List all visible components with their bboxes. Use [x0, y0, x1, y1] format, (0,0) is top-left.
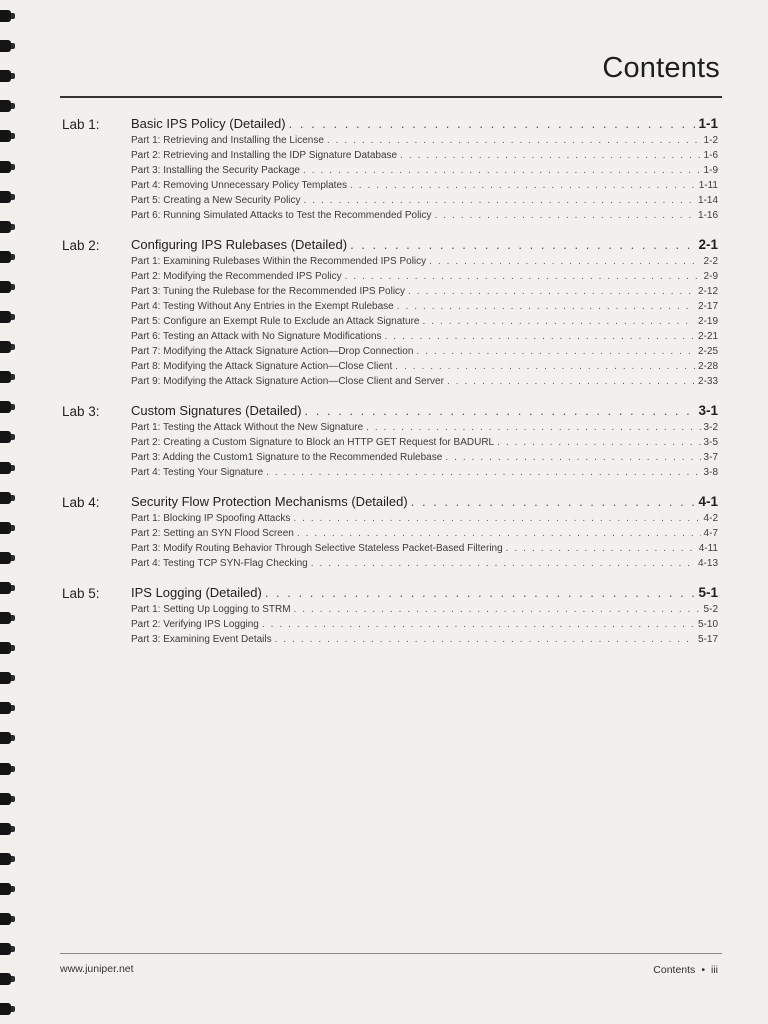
lab-section — [62, 403, 718, 482]
part-entry[interactable] — [131, 604, 718, 619]
dot-leader — [345, 271, 701, 282]
lab-title-entry[interactable] — [131, 403, 718, 422]
part-entry[interactable] — [131, 467, 718, 482]
lab-number: Lab 1: — [62, 117, 100, 132]
binding-hole — [0, 70, 11, 82]
table-of-contents — [62, 116, 718, 661]
dot-leader — [416, 346, 695, 357]
part-title: Part 4: Testing TCP SYN-Flag Checking — [131, 558, 308, 569]
dot-leader — [294, 604, 701, 615]
binding-hole — [0, 793, 11, 805]
part-entry[interactable] — [131, 180, 718, 195]
part-entry[interactable] — [131, 437, 718, 452]
part-entry[interactable] — [131, 346, 718, 361]
footer-separator: • — [701, 964, 705, 976]
dot-leader — [262, 619, 695, 630]
binding-hole — [0, 823, 11, 835]
dot-leader — [411, 494, 696, 509]
part-page-number: 2-33 — [697, 376, 718, 387]
part-title: Part 4: Removing Unnecessary Policy Templates — [131, 180, 348, 191]
part-entry[interactable] — [131, 271, 718, 286]
binding-hole — [0, 371, 11, 383]
part-entry[interactable] — [131, 195, 718, 210]
dot-leader — [327, 135, 701, 146]
binding-hole — [0, 1003, 11, 1015]
binding-hole — [0, 672, 11, 684]
dot-leader — [350, 237, 695, 252]
lab-entries — [131, 585, 718, 649]
lab-entries — [131, 116, 718, 225]
lab-number: Lab 5: — [62, 586, 100, 601]
part-entry[interactable] — [131, 331, 718, 346]
part-title: Part 5: Creating a New Security Policy — [131, 195, 301, 206]
dot-leader — [289, 116, 696, 131]
part-entry[interactable] — [131, 543, 718, 558]
part-page-number: 2-28 — [697, 361, 718, 372]
lab-title: Configuring IPS Rulebases (Detailed) — [131, 237, 348, 252]
dot-leader — [400, 150, 700, 161]
part-entry[interactable] — [131, 286, 718, 301]
dot-leader — [429, 256, 700, 267]
binding-hole — [0, 853, 11, 865]
part-page-number: 4-2 — [703, 513, 718, 524]
lab-section — [62, 237, 718, 391]
part-entry[interactable] — [131, 634, 718, 649]
binding-hole — [0, 100, 11, 112]
part-title: Part 2: Setting an SYN Flood Screen — [131, 528, 294, 539]
binding-hole — [0, 401, 11, 413]
part-title: Part 5: Configure an Exempt Rule to Exclude an Attack Signature — [131, 316, 420, 327]
lab-entries — [131, 494, 718, 573]
dot-leader — [385, 331, 695, 342]
binding-hole — [0, 10, 11, 22]
dot-leader — [445, 452, 700, 463]
dot-leader — [266, 467, 700, 478]
part-entry[interactable] — [131, 528, 718, 543]
footer-page-label — [653, 964, 718, 976]
part-title: Part 2: Retrieving and Installing the IDP Signature Database — [131, 150, 398, 161]
part-page-number: 1-14 — [697, 195, 718, 206]
binding-hole — [0, 943, 11, 955]
part-title: Part 3: Modify Routing Behavior Through Selective Stateless Packet-Based Filtering — [131, 543, 503, 554]
part-entry[interactable] — [131, 619, 718, 634]
binding-hole — [0, 492, 11, 504]
dot-leader — [303, 165, 701, 176]
lab-entries — [131, 403, 718, 482]
lab-page-number: 5-1 — [698, 585, 718, 600]
lab-title-entry[interactable] — [131, 585, 718, 604]
binding-hole — [0, 281, 11, 293]
binding-hole — [0, 251, 11, 263]
part-title: Part 1: Setting Up Logging to STRM — [131, 604, 291, 615]
part-title: Part 3: Adding the Custom1 Signature to the Recommended Rulebase — [131, 452, 443, 463]
part-page-number: 4-13 — [697, 558, 718, 569]
part-entry[interactable] — [131, 316, 718, 331]
binding-hole — [0, 191, 11, 203]
binding-hole — [0, 311, 11, 323]
binding-hole — [0, 763, 11, 775]
binding-hole — [0, 462, 11, 474]
part-page-number: 5-17 — [697, 634, 718, 645]
binding-hole — [0, 341, 11, 353]
part-entry[interactable] — [131, 376, 718, 391]
lab-page-number: 4-1 — [698, 494, 718, 509]
part-page-number: 2-9 — [703, 271, 718, 282]
part-title: Part 6: Testing an Attack with No Signature Modifications — [131, 331, 382, 342]
part-page-number: 5-2 — [703, 604, 718, 615]
binding-hole — [0, 883, 11, 895]
dot-leader — [423, 316, 695, 327]
part-title: Part 7: Modifying the Attack Signature Action—Drop Connection — [131, 346, 414, 357]
dot-leader — [435, 210, 695, 221]
part-page-number: 1-6 — [703, 150, 718, 161]
part-page-number: 1-2 — [703, 135, 718, 146]
part-page-number: 2-12 — [697, 286, 718, 297]
part-title: Part 8: Modifying the Attack Signature Action—Close Client — [131, 361, 393, 372]
dot-leader — [408, 286, 695, 297]
part-title: Part 1: Retrieving and Installing the License — [131, 135, 324, 146]
part-entry[interactable] — [131, 301, 718, 316]
part-page-number: 4-7 — [703, 528, 718, 539]
dot-leader — [447, 376, 695, 387]
part-entry[interactable] — [131, 210, 718, 225]
binding-hole — [0, 221, 11, 233]
part-title: Part 3: Installing the Security Package — [131, 165, 300, 176]
binding-hole — [0, 40, 11, 52]
lab-section — [62, 494, 718, 573]
dot-leader — [397, 301, 695, 312]
part-entry[interactable] — [131, 558, 718, 573]
binding-hole — [0, 431, 11, 443]
part-page-number: 2-19 — [697, 316, 718, 327]
dot-leader — [350, 180, 696, 191]
page-title: Contents — [602, 52, 720, 84]
part-title: Part 3: Examining Event Details — [131, 634, 272, 645]
dot-leader — [265, 585, 696, 600]
part-title: Part 3: Tuning the Rulebase for the Recommended IPS Policy — [131, 286, 406, 297]
binding-hole — [0, 161, 11, 173]
dot-leader — [293, 513, 700, 524]
part-page-number: 2-25 — [697, 346, 718, 357]
lab-number: Lab 4: — [62, 495, 100, 510]
dot-leader — [395, 361, 695, 372]
binding-hole — [0, 973, 11, 985]
part-title: Part 1: Testing the Attack Without the New Signature — [131, 422, 364, 433]
binding-hole — [0, 702, 11, 714]
binding-hole — [0, 913, 11, 925]
lab-page-number: 1-1 — [698, 116, 718, 131]
footer-page-number: iii — [711, 964, 718, 976]
lab-title: Security Flow Protection Mechanisms (Detailed) — [131, 494, 408, 509]
title-rule — [60, 96, 722, 98]
part-title: Part 6: Running Simulated Attacks to Test the Recommended Policy — [131, 210, 432, 221]
lab-number: Lab 2: — [62, 238, 100, 253]
lab-title: Custom Signatures (Detailed) — [131, 403, 302, 418]
lab-title: IPS Logging (Detailed) — [131, 585, 262, 600]
part-page-number: 4-11 — [698, 543, 718, 554]
lab-entries — [131, 237, 718, 391]
binding-hole — [0, 552, 11, 564]
part-page-number: 2-21 — [697, 331, 718, 342]
part-entry[interactable] — [131, 452, 718, 467]
binding-hole — [0, 732, 11, 744]
lab-section — [62, 585, 718, 649]
lab-title-entry[interactable] — [131, 494, 718, 513]
part-entry[interactable] — [131, 165, 718, 180]
part-page-number: 3-7 — [703, 452, 718, 463]
part-title: Part 4: Testing Without Any Entries in the Exempt Rulebase — [131, 301, 394, 312]
part-title: Part 2: Modifying the Recommended IPS Policy — [131, 271, 342, 282]
part-title: Part 1: Blocking IP Spoofing Attacks — [131, 513, 291, 524]
part-entry[interactable] — [131, 361, 718, 376]
binding-hole — [0, 130, 11, 142]
lab-title-entry[interactable] — [131, 237, 718, 256]
dot-leader — [311, 558, 695, 569]
part-entry[interactable] — [131, 422, 718, 437]
part-page-number: 1-11 — [698, 180, 718, 191]
part-page-number: 1-16 — [697, 210, 718, 221]
part-page-number: 1-9 — [703, 165, 718, 176]
lab-number: Lab 3: — [62, 404, 100, 419]
binding-hole — [0, 522, 11, 534]
part-entry[interactable] — [131, 256, 718, 271]
binding-hole — [0, 612, 11, 624]
part-title: Part 4: Testing Your Signature — [131, 467, 264, 478]
lab-title: Basic IPS Policy (Detailed) — [131, 116, 286, 131]
lab-title-entry[interactable] — [131, 116, 718, 135]
part-page-number: 3-2 — [703, 422, 718, 433]
part-title: Part 2: Creating a Custom Signature to Block an HTTP GET Request for BADURL — [131, 437, 495, 448]
spiral-binding — [0, 0, 20, 1024]
part-entry[interactable] — [131, 135, 718, 150]
footer-website: www.juniper.net — [60, 963, 134, 975]
lab-page-number: 2-1 — [698, 237, 718, 252]
footer-rule — [60, 953, 722, 954]
part-page-number: 2-17 — [697, 301, 718, 312]
part-page-number: 2-2 — [703, 256, 718, 267]
dot-leader — [366, 422, 700, 433]
dot-leader — [304, 195, 695, 206]
lab-page-number: 3-1 — [698, 403, 718, 418]
footer-section: Contents — [653, 964, 696, 976]
dot-leader — [506, 543, 696, 554]
part-entry[interactable] — [131, 150, 718, 165]
part-page-number: 3-5 — [703, 437, 718, 448]
part-entry[interactable] — [131, 513, 718, 528]
part-page-number: 3-8 — [703, 467, 718, 478]
dot-leader — [297, 528, 701, 539]
part-title: Part 9: Modifying the Attack Signature Action—Close Client and Server — [131, 376, 444, 387]
part-page-number: 5-10 — [697, 619, 718, 630]
lab-section — [62, 116, 718, 225]
dot-leader — [275, 634, 695, 645]
part-title: Part 2: Verifying IPS Logging — [131, 619, 259, 630]
part-title: Part 1: Examining Rulebases Within the Recommended IPS Policy — [131, 256, 427, 267]
dot-leader — [497, 437, 700, 448]
dot-leader — [305, 403, 696, 418]
binding-hole — [0, 642, 11, 654]
binding-hole — [0, 582, 11, 594]
